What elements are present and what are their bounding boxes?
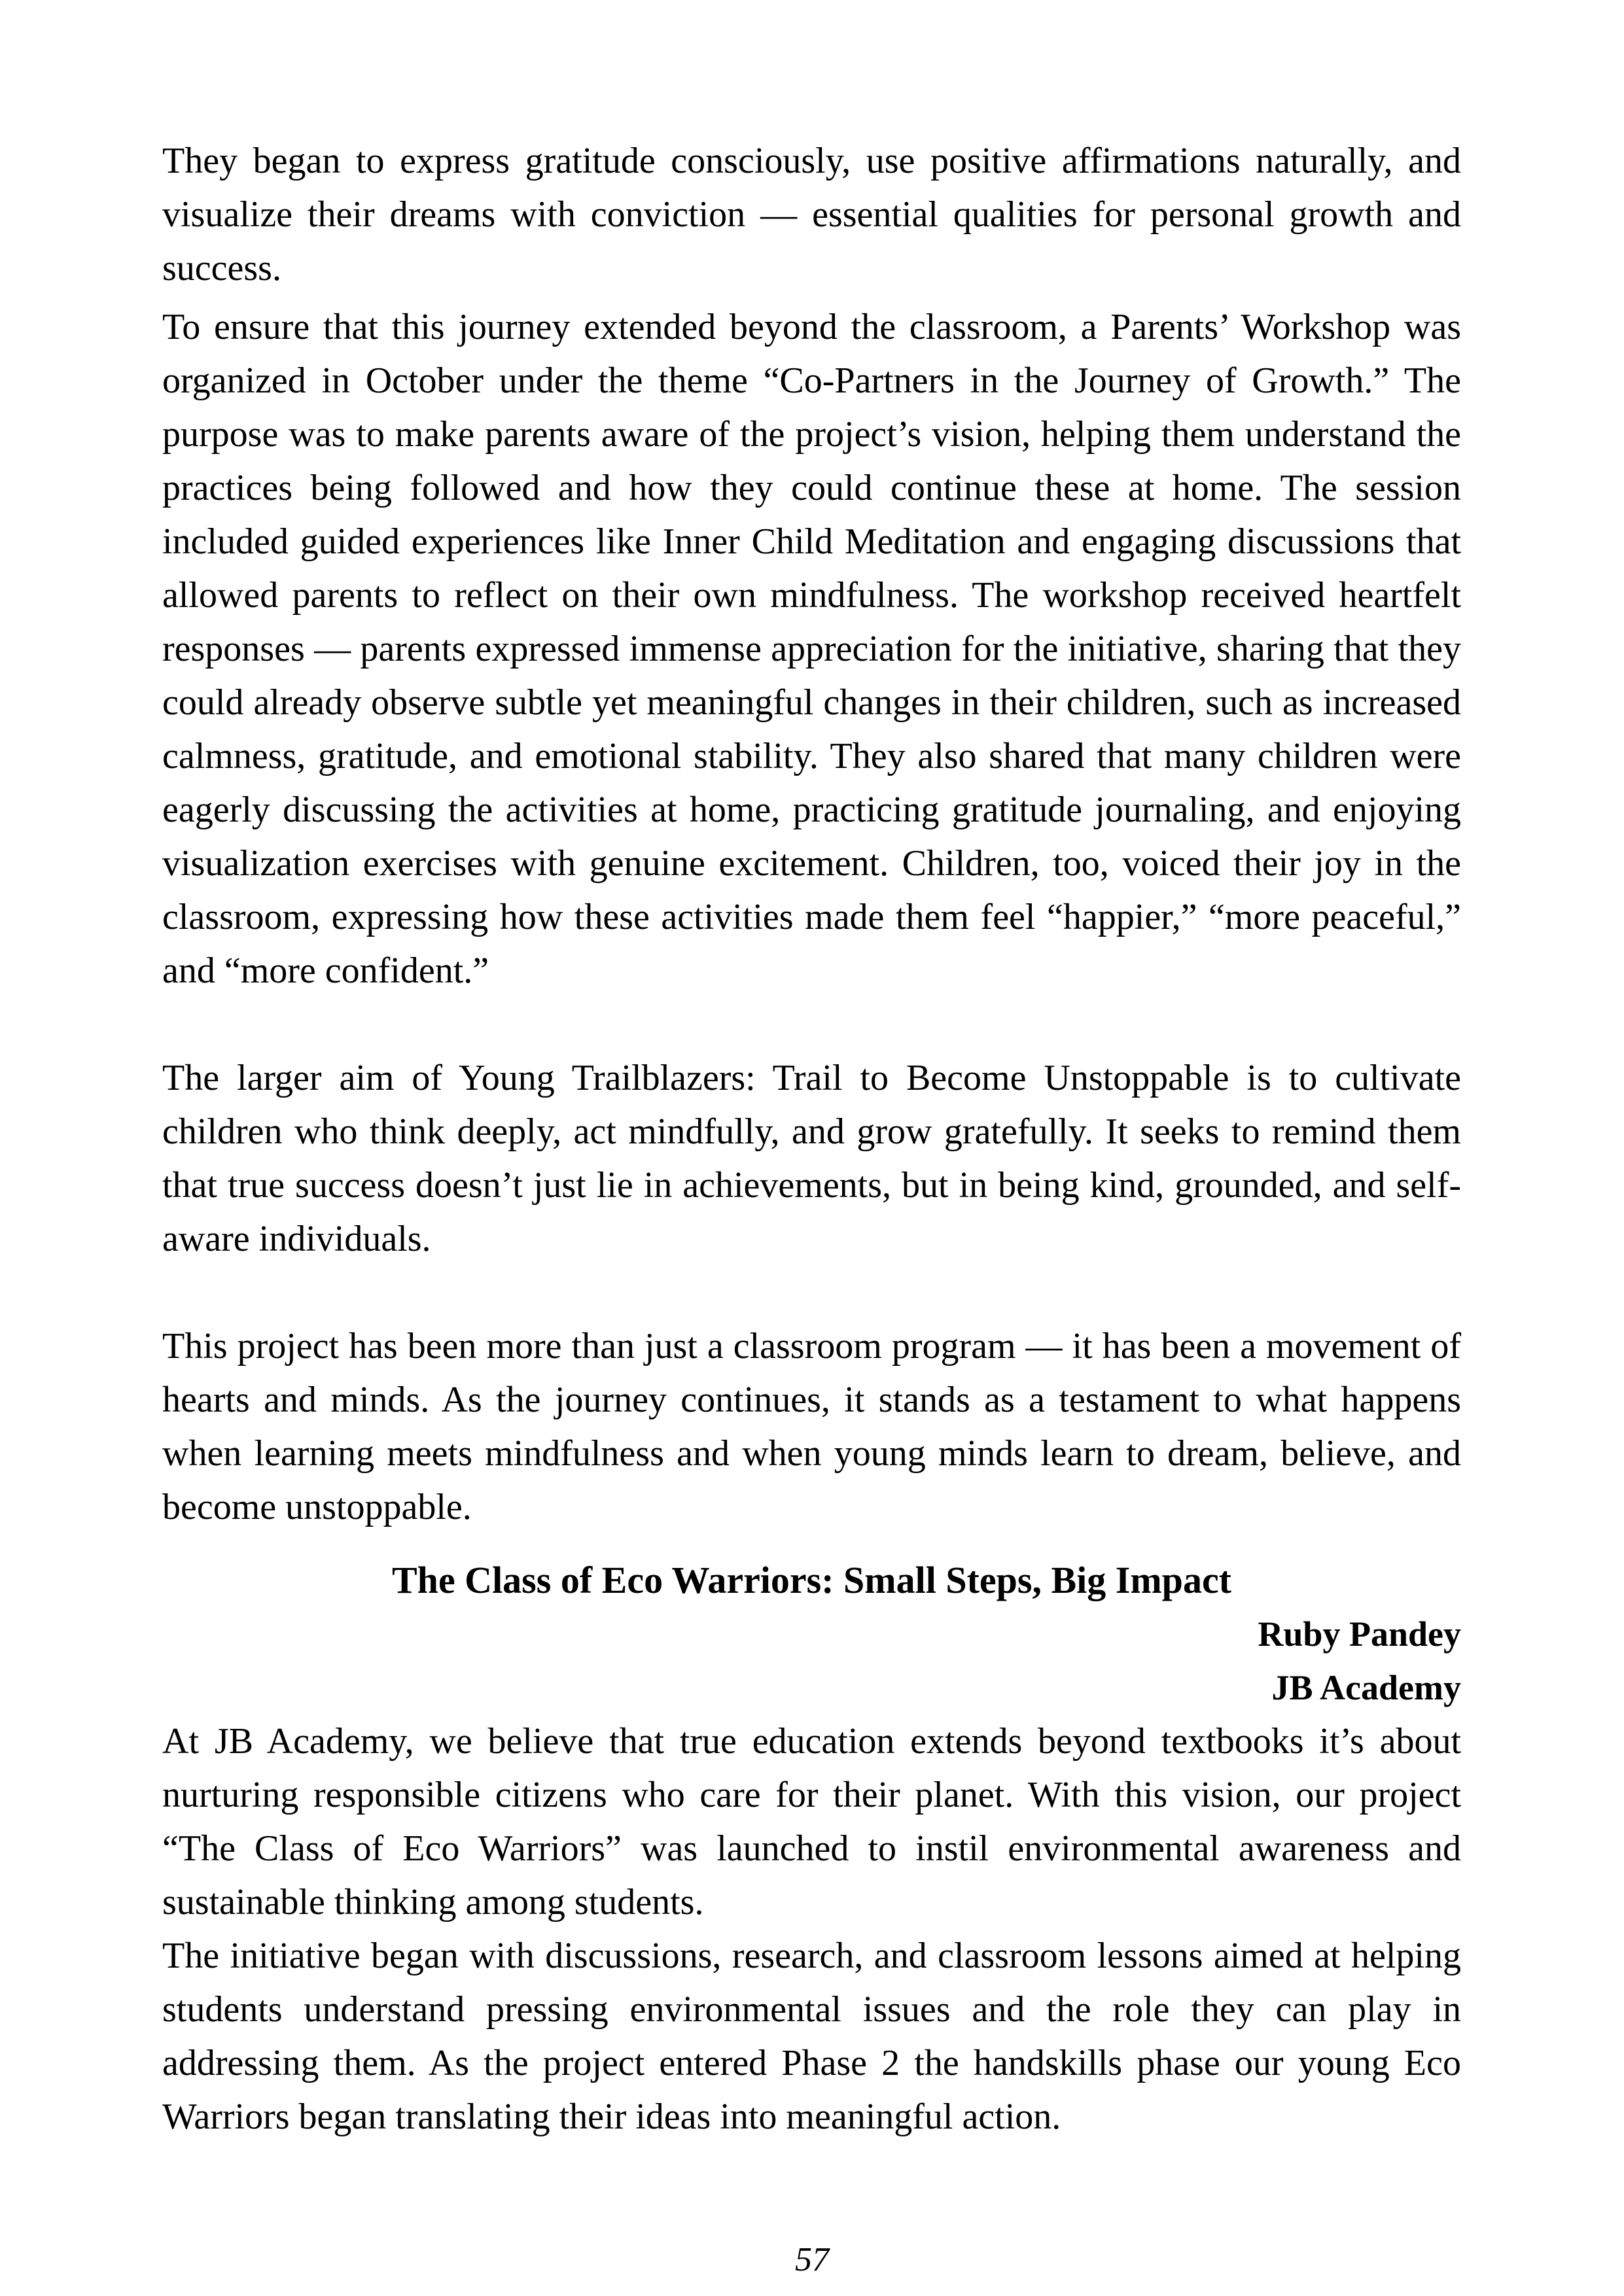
author-affiliation: JB Academy — [1271, 1668, 1461, 1707]
author-name: Ruby Pandey — [1258, 1614, 1461, 1654]
page-number: 57 — [795, 2241, 829, 2278]
body-paragraph: The larger aim of Young Trailblazers: Trail to Become Unstoppable is to cultivate children who think deeply, act mindfully, and grow gratefully. It seeks to remind them that true success doesn’t just lie in achievements, but in being kind, grounded, and self-aware individuals. — [162, 1058, 1461, 1259]
body-paragraph: To ensure that this journey extended beyond the classroom, a Parents’ Workshop was organized in October under the theme “Co-Partners in the Journey of Growth.” The purpose was to make parents aware of the project’s vision, helping them understand the practices being followed and how they could continue these at home. The session included guided experiences like Inner Child Meditation and engaging discussions that allowed parents to reflect on their own mindfulness. The workshop received heartfelt responses — parents expressed immense appreciation for the initiative, sharing that they could already observe subtle yet meaningful changes in their children, such as increased calmness, gratitude, and emotional stability. They also shared that many children were eagerly discussing the activities at home, practicing gratitude journaling, and enjoying visualization exercises with genuine excitement. Children, too, voiced their joy in the classroom, expressing how these activities made them feel “happier,” “more peaceful,” and “more confident.” — [162, 307, 1461, 991]
body-paragraph: The initiative began with discussions, research, and classroom lessons aimed at helping students understand pressing environmental issues and the role they can play in addressing them. As the project entered Phase 2 the handskills phase our young Eco Warriors began translating their ideas into meaningful action. — [162, 1936, 1461, 2137]
body-paragraph: At JB Academy, we believe that true education extends beyond textbooks it’s about nurturing responsible citizens who care for their planet. With this vision, our project “The Class of Eco Warriors” was launched to instil environmental awareness and sustainable thinking among students. — [162, 1721, 1461, 1922]
body-paragraph: They began to express gratitude consciously, use positive affirmations naturally, and visualize their dreams with conviction — essential qualities for personal growth and success. — [162, 141, 1461, 288]
body-paragraph: This project has been more than just a classroom program — it has been a movement of hearts and minds. As the journey continues, it stands as a testament to what happens when learning meets mindfulness and when young minds learn to dream, believe, and become unstoppable. — [162, 1326, 1461, 1527]
article-title: The Class of Eco Warriors: Small Steps, Big Impact — [392, 1559, 1231, 1601]
